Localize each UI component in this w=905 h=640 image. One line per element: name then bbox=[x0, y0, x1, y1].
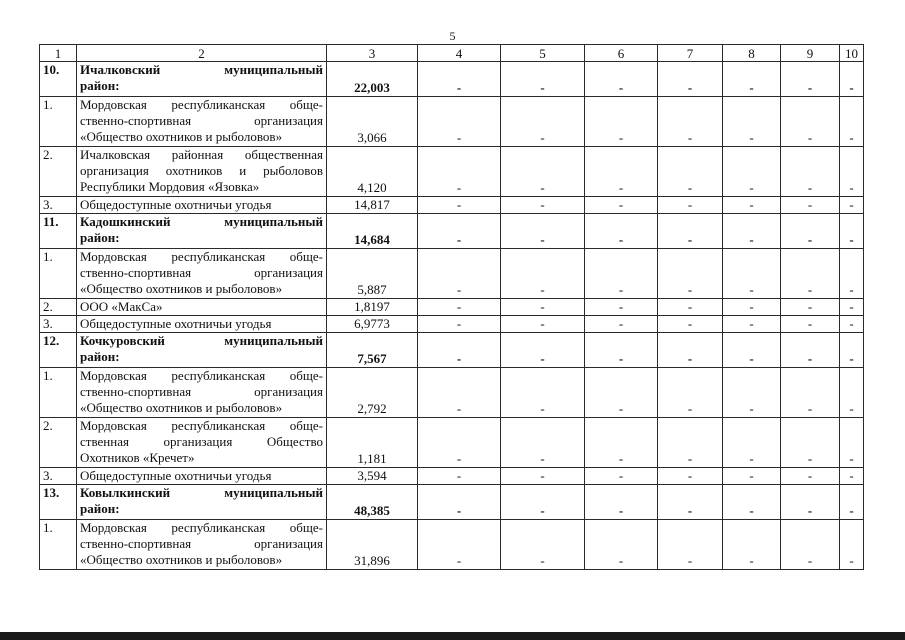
row-number: 12. bbox=[40, 333, 77, 368]
empty-dash-cell: - bbox=[501, 316, 585, 333]
empty-dash-cell: - bbox=[418, 147, 501, 197]
empty-dash-cell: - bbox=[781, 97, 840, 147]
district-name-line: Ичалковский муниципальный bbox=[80, 62, 323, 77]
area-value: 22,003 bbox=[327, 62, 418, 97]
empty-dash-cell: - bbox=[723, 214, 781, 249]
empty-dash-cell: - bbox=[658, 197, 723, 214]
empty-dash-cell: - bbox=[418, 485, 501, 520]
row-name: Мордовская республиканская обще-ственно-спортивная организация «Общество охотников и рыболовов» bbox=[77, 249, 327, 299]
table-row bbox=[40, 520, 864, 570]
table-row bbox=[40, 249, 864, 299]
empty-dash-cell: - bbox=[585, 418, 658, 468]
column-header: 4 bbox=[418, 45, 501, 62]
empty-dash-cell: - bbox=[781, 368, 840, 418]
empty-dash-cell: - bbox=[585, 62, 658, 97]
table-row bbox=[40, 197, 864, 214]
row-name: Мордовская республиканская обще-ственная организация Общество Охотников «Кречет» bbox=[77, 418, 327, 468]
row-number: 1. bbox=[40, 249, 77, 299]
empty-dash-cell: - bbox=[781, 197, 840, 214]
table-header-row bbox=[40, 45, 864, 62]
empty-dash-cell: - bbox=[781, 249, 840, 299]
district-name-line: район: bbox=[80, 78, 120, 93]
area-value: 31,896 bbox=[327, 520, 418, 570]
empty-dash-cell: - bbox=[501, 62, 585, 97]
empty-dash-cell: - bbox=[723, 368, 781, 418]
empty-dash-cell: - bbox=[501, 214, 585, 249]
empty-dash-cell: - bbox=[585, 299, 658, 316]
empty-dash-cell: - bbox=[723, 485, 781, 520]
district-name-line: район: bbox=[80, 501, 120, 516]
table-row bbox=[40, 316, 864, 333]
area-value: 1,8197 bbox=[327, 299, 418, 316]
district-row bbox=[40, 333, 864, 368]
area-value: 5,887 bbox=[327, 249, 418, 299]
row-name: Ичалковская районная общественная организация охотников и рыболовов Республики Мордовия «Язовка» bbox=[77, 147, 327, 197]
row-number: 2. bbox=[40, 299, 77, 316]
empty-dash-cell: - bbox=[418, 299, 501, 316]
row-number: 13. bbox=[40, 485, 77, 520]
empty-dash-cell: - bbox=[723, 97, 781, 147]
table-row bbox=[40, 418, 864, 468]
row-name: ООО «МакСа» bbox=[77, 299, 327, 316]
empty-dash-cell: - bbox=[501, 368, 585, 418]
empty-dash-cell: - bbox=[840, 214, 864, 249]
district-name-line: район: bbox=[80, 349, 120, 364]
district-name-line: Ковылкинский муниципальный bbox=[80, 485, 323, 500]
empty-dash-cell: - bbox=[501, 197, 585, 214]
empty-dash-cell: - bbox=[418, 333, 501, 368]
empty-dash-cell: - bbox=[781, 316, 840, 333]
empty-dash-cell: - bbox=[840, 468, 864, 485]
column-header: 5 bbox=[501, 45, 585, 62]
empty-dash-cell: - bbox=[585, 97, 658, 147]
row-name: Мордовская республиканская обще-ственно-спортивная организация «Общество охотников и рыболовов» bbox=[77, 520, 327, 570]
district-row bbox=[40, 214, 864, 249]
hunting-grounds-table bbox=[39, 44, 864, 570]
scan-bottom-edge bbox=[0, 632, 905, 640]
row-number: 2. bbox=[40, 147, 77, 197]
empty-dash-cell: - bbox=[781, 485, 840, 520]
empty-dash-cell: - bbox=[501, 485, 585, 520]
row-name: Общедоступные охотничьи угодья bbox=[77, 468, 327, 485]
empty-dash-cell: - bbox=[723, 520, 781, 570]
row-number: 1. bbox=[40, 520, 77, 570]
row-number: 3. bbox=[40, 316, 77, 333]
empty-dash-cell: - bbox=[658, 249, 723, 299]
empty-dash-cell: - bbox=[781, 468, 840, 485]
district-name-line: район: bbox=[80, 230, 120, 245]
empty-dash-cell: - bbox=[501, 147, 585, 197]
row-name bbox=[77, 333, 327, 368]
empty-dash-cell: - bbox=[658, 62, 723, 97]
empty-dash-cell: - bbox=[418, 418, 501, 468]
empty-dash-cell: - bbox=[781, 333, 840, 368]
empty-dash-cell: - bbox=[781, 418, 840, 468]
empty-dash-cell: - bbox=[418, 249, 501, 299]
area-value: 14,817 bbox=[327, 197, 418, 214]
empty-dash-cell: - bbox=[585, 197, 658, 214]
empty-dash-cell: - bbox=[723, 249, 781, 299]
column-header: 7 bbox=[658, 45, 723, 62]
empty-dash-cell: - bbox=[501, 97, 585, 147]
area-value: 3,066 bbox=[327, 97, 418, 147]
row-number: 3. bbox=[40, 197, 77, 214]
area-value: 6,9773 bbox=[327, 316, 418, 333]
district-row bbox=[40, 485, 864, 520]
empty-dash-cell: - bbox=[418, 214, 501, 249]
empty-dash-cell: - bbox=[418, 520, 501, 570]
area-value: 2,792 bbox=[327, 368, 418, 418]
empty-dash-cell: - bbox=[723, 197, 781, 214]
row-name: Общедоступные охотничьи угодья bbox=[77, 316, 327, 333]
empty-dash-cell: - bbox=[501, 468, 585, 485]
row-name bbox=[77, 485, 327, 520]
empty-dash-cell: - bbox=[418, 197, 501, 214]
empty-dash-cell: - bbox=[781, 520, 840, 570]
table-row bbox=[40, 368, 864, 418]
empty-dash-cell: - bbox=[723, 62, 781, 97]
empty-dash-cell: - bbox=[723, 299, 781, 316]
row-name: Общедоступные охотничьи угодья bbox=[77, 197, 327, 214]
empty-dash-cell: - bbox=[723, 147, 781, 197]
empty-dash-cell: - bbox=[658, 468, 723, 485]
empty-dash-cell: - bbox=[585, 520, 658, 570]
area-value: 7,567 bbox=[327, 333, 418, 368]
empty-dash-cell: - bbox=[585, 214, 658, 249]
empty-dash-cell: - bbox=[585, 249, 658, 299]
empty-dash-cell: - bbox=[585, 316, 658, 333]
column-header: 10 bbox=[840, 45, 864, 62]
empty-dash-cell: - bbox=[658, 368, 723, 418]
empty-dash-cell: - bbox=[723, 316, 781, 333]
column-header: 3 bbox=[327, 45, 418, 62]
empty-dash-cell: - bbox=[840, 485, 864, 520]
empty-dash-cell: - bbox=[723, 333, 781, 368]
empty-dash-cell: - bbox=[840, 299, 864, 316]
empty-dash-cell: - bbox=[658, 418, 723, 468]
empty-dash-cell: - bbox=[658, 214, 723, 249]
row-number: 1. bbox=[40, 97, 77, 147]
empty-dash-cell: - bbox=[501, 249, 585, 299]
row-name bbox=[77, 214, 327, 249]
district-name-line: Кочкуровский муниципальный bbox=[80, 333, 323, 348]
empty-dash-cell: - bbox=[840, 249, 864, 299]
empty-dash-cell: - bbox=[840, 147, 864, 197]
empty-dash-cell: - bbox=[585, 368, 658, 418]
empty-dash-cell: - bbox=[585, 147, 658, 197]
empty-dash-cell: - bbox=[723, 468, 781, 485]
area-value: 48,385 bbox=[327, 485, 418, 520]
row-name: Мордовская республиканская обще-ственно-спортивная организация «Общество охотников и рыболовов» bbox=[77, 97, 327, 147]
column-header: 8 bbox=[723, 45, 781, 62]
empty-dash-cell: - bbox=[501, 520, 585, 570]
empty-dash-cell: - bbox=[658, 520, 723, 570]
empty-dash-cell: - bbox=[781, 299, 840, 316]
empty-dash-cell: - bbox=[840, 333, 864, 368]
empty-dash-cell: - bbox=[658, 316, 723, 333]
empty-dash-cell: - bbox=[418, 368, 501, 418]
empty-dash-cell: - bbox=[418, 468, 501, 485]
column-header: 1 bbox=[40, 45, 77, 62]
empty-dash-cell: - bbox=[840, 418, 864, 468]
empty-dash-cell: - bbox=[781, 214, 840, 249]
empty-dash-cell: - bbox=[840, 520, 864, 570]
area-value: 14,684 bbox=[327, 214, 418, 249]
row-number: 10. bbox=[40, 62, 77, 97]
page-number: 5 bbox=[449, 29, 456, 43]
column-header: 9 bbox=[781, 45, 840, 62]
area-value: 1,181 bbox=[327, 418, 418, 468]
empty-dash-cell: - bbox=[658, 485, 723, 520]
empty-dash-cell: - bbox=[840, 368, 864, 418]
row-name bbox=[77, 62, 327, 97]
row-number: 2. bbox=[40, 418, 77, 468]
table-row bbox=[40, 299, 864, 316]
area-value: 3,594 bbox=[327, 468, 418, 485]
empty-dash-cell: - bbox=[418, 62, 501, 97]
empty-dash-cell: - bbox=[781, 62, 840, 97]
empty-dash-cell: - bbox=[840, 97, 864, 147]
district-row bbox=[40, 62, 864, 97]
empty-dash-cell: - bbox=[585, 468, 658, 485]
row-name: Мордовская республиканская обще-ственно-спортивная организация «Общество охотников и рыболовов» bbox=[77, 368, 327, 418]
column-header: 2 bbox=[77, 45, 327, 62]
row-number: 1. bbox=[40, 368, 77, 418]
empty-dash-cell: - bbox=[658, 299, 723, 316]
empty-dash-cell: - bbox=[585, 333, 658, 368]
empty-dash-cell: - bbox=[781, 147, 840, 197]
row-number: 11. bbox=[40, 214, 77, 249]
empty-dash-cell: - bbox=[840, 316, 864, 333]
table-row bbox=[40, 468, 864, 485]
empty-dash-cell: - bbox=[585, 485, 658, 520]
empty-dash-cell: - bbox=[501, 299, 585, 316]
empty-dash-cell: - bbox=[658, 333, 723, 368]
empty-dash-cell: - bbox=[418, 316, 501, 333]
district-name-line: Кадошкинский муниципальный bbox=[80, 214, 323, 229]
empty-dash-cell: - bbox=[840, 197, 864, 214]
area-value: 4,120 bbox=[327, 147, 418, 197]
column-header: 6 bbox=[585, 45, 658, 62]
table-row bbox=[40, 97, 864, 147]
empty-dash-cell: - bbox=[723, 418, 781, 468]
empty-dash-cell: - bbox=[658, 147, 723, 197]
empty-dash-cell: - bbox=[840, 62, 864, 97]
table-row bbox=[40, 147, 864, 197]
row-number: 3. bbox=[40, 468, 77, 485]
empty-dash-cell: - bbox=[658, 97, 723, 147]
empty-dash-cell: - bbox=[501, 333, 585, 368]
empty-dash-cell: - bbox=[418, 97, 501, 147]
empty-dash-cell: - bbox=[501, 418, 585, 468]
